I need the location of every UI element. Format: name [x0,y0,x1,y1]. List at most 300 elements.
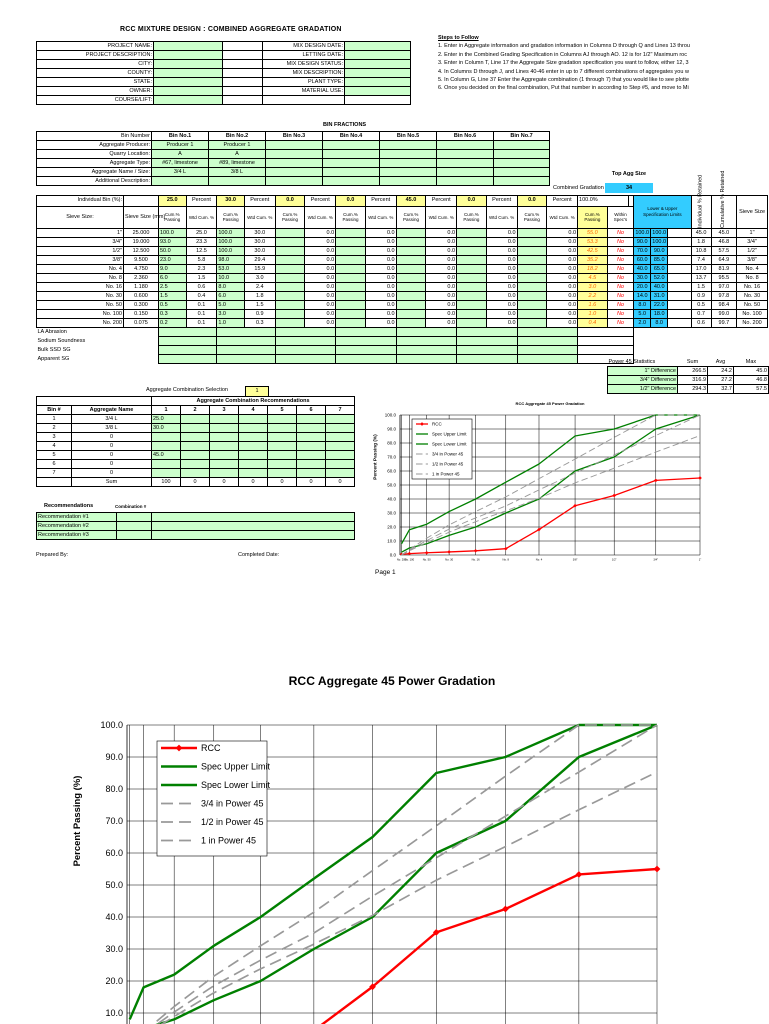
test-input[interactable] [158,337,216,346]
cum-passing-cell[interactable] [396,229,426,238]
recommendation-combo-input[interactable] [117,531,152,540]
bin-producer-cell[interactable] [323,141,380,150]
wtd-cum-cell: 0.0 [426,283,457,292]
combo-value-cell[interactable] [297,424,326,433]
combo-value-cell[interactable] [181,433,210,442]
cum-passing-cell[interactable] [396,310,426,319]
combo-value-cell[interactable] [181,424,210,433]
upper-limit-cell[interactable]: 100.0 [652,238,667,245]
cum-passing-cell[interactable]: 2.5 [158,283,186,292]
sieve-size-cell: No. 100 [37,310,124,319]
cum-passing-cell[interactable] [336,238,366,247]
combined-passing-cell: 53.3 [578,238,608,247]
combo-value-cell[interactable] [268,460,297,469]
bin-percent-value[interactable]: 0.0 [336,196,366,207]
bin-name-header: Bin No.3 [266,132,323,141]
combo-value-cell[interactable] [152,460,181,469]
sieve-size-right-cell: 3/8" [737,256,768,265]
project-field-input[interactable] [154,78,223,87]
cum-passing-cell[interactable] [275,319,305,328]
individual-retained-cell: 7.4 [691,256,711,265]
bin-percent-value[interactable]: 25.0 [158,196,186,207]
lower-limit-cell[interactable]: 14.0 [634,292,651,301]
cum-passing-cell[interactable]: 6.0 [217,292,245,301]
wtd-cum-cell: 0.1 [186,301,217,310]
combo-value-cell[interactable] [210,469,239,478]
x-tick-label: 1" [698,558,702,562]
bin-percent-value[interactable]: 0.0 [457,196,487,207]
combo-value-cell[interactable] [297,442,326,451]
mix-field-input[interactable] [345,60,411,69]
combo-value-cell[interactable] [239,469,268,478]
cum-passing-cell[interactable] [457,265,487,274]
cum-passing-cell[interactable] [336,301,366,310]
combined-passing-cell: 42.5 [578,247,608,256]
sieve-mm-cell: 0.300 [123,301,158,310]
test-input[interactable] [275,328,335,337]
combined-passing-cell: 3.0 [578,283,608,292]
combo-value-cell[interactable] [152,469,181,478]
bin-description-cell[interactable] [437,177,494,186]
cum-passing-header: Cum.% Passing [396,206,426,228]
combo-value-cell[interactable]: 25.0 [152,415,181,424]
bin-location-cell[interactable] [437,150,494,159]
recommendation-notes-input[interactable] [152,522,355,531]
cum-passing-cell[interactable]: 0.5 [158,301,186,310]
bin-location-cell[interactable] [323,150,380,159]
cum-passing-cell[interactable]: 5.0 [217,301,245,310]
combo-value-cell[interactable] [268,469,297,478]
cum-passing-cell[interactable] [275,265,305,274]
combo-value-cell[interactable] [326,442,355,451]
cum-passing-cell[interactable]: 98.0 [217,256,245,265]
recommendation-notes-input[interactable] [152,513,355,522]
within-spec-cell: No [607,274,634,283]
bin-description-cell[interactable] [380,177,437,186]
combo-value-cell[interactable] [239,424,268,433]
test-input[interactable] [396,355,456,364]
cum-passing-cell[interactable] [275,238,305,247]
test-input[interactable] [336,337,396,346]
project-field-input[interactable] [154,51,223,60]
cumulative-retained-cell: 95.5 [711,274,736,283]
upper-limit-cell[interactable]: 65.0 [651,265,668,274]
combo-value-cell[interactable] [239,451,268,460]
combo-value-cell[interactable] [239,415,268,424]
combo-value-cell[interactable] [152,442,181,451]
bin-location-cell[interactable]: A [152,150,209,159]
wtd-cum-cell: 15.9 [244,265,275,274]
cum-passing-cell[interactable]: 9.0 [158,265,186,274]
bin-type-cell[interactable] [437,159,494,168]
individual-retained-cell: 45.0 [691,229,711,238]
mix-field-input[interactable] [345,51,411,60]
cum-passing-cell[interactable] [336,310,366,319]
combo-value-cell[interactable] [297,433,326,442]
test-input[interactable] [396,328,456,337]
cum-passing-cell[interactable] [396,283,426,292]
cum-passing-cell[interactable] [457,283,487,292]
wtd-cum-cell: 0.0 [486,256,517,265]
combo-value-cell[interactable]: 30.0 [152,424,181,433]
bin-type-cell[interactable] [323,159,380,168]
cum-passing-cell[interactable]: 3.0 [217,310,245,319]
mix-field-input[interactable] [345,78,411,87]
cum-passing-cell[interactable]: 0.3 [158,310,186,319]
cum-passing-cell[interactable] [275,283,305,292]
bin-location-cell[interactable] [494,150,550,159]
cum-passing-cell[interactable] [396,265,426,274]
combo-value-cell[interactable] [268,415,297,424]
combo-value-cell[interactable] [268,451,297,460]
cum-passing-cell[interactable]: 93.0 [158,238,186,247]
recommendation-combo-input[interactable] [117,522,152,531]
wtd-cum-cell: 0.0 [365,319,396,328]
cum-passing-cell[interactable] [336,229,366,238]
combo-number-header: 7 [326,406,355,415]
test-input[interactable] [457,346,517,355]
cum-passing-cell[interactable]: 10.0 [217,274,245,283]
cum-passing-cell[interactable] [517,283,547,292]
combined-passing-cell: 0.4 [578,319,608,328]
cum-passing-cell[interactable] [517,247,547,256]
combo-value-cell[interactable] [210,433,239,442]
mix-field-label: LETTING DATE: [263,51,345,60]
combo-value-cell[interactable] [268,424,297,433]
bin-size-cell[interactable] [437,168,494,177]
lower-limit-cell[interactable]: 60.0 [634,256,651,265]
bin-description-cell[interactable] [152,177,209,186]
power45-cell: 27.2 [708,376,734,385]
cum-passing-cell[interactable] [396,247,426,256]
lower-limit-cell[interactable]: 2.0 [634,319,651,328]
upper-limit-cell[interactable]: 22.0 [651,301,668,310]
combo-value-cell[interactable] [326,424,355,433]
wtd-cum-cell: 0.0 [547,274,578,283]
test-input[interactable] [275,337,335,346]
cum-passing-cell[interactable] [517,301,547,310]
lower-limit-cell[interactable]: 30.0 [634,274,651,283]
project-field-input[interactable] [154,69,223,78]
recommendation-combo-input[interactable] [117,513,152,522]
test-input[interactable] [217,328,275,337]
combo-value-cell[interactable] [181,415,210,424]
mix-field-input[interactable] [345,87,411,96]
combo-value-cell[interactable] [239,442,268,451]
y-tick-label: 40.0 [387,496,396,502]
bin-percent-value[interactable]: 30.0 [217,196,245,207]
test-input[interactable] [217,346,275,355]
power45-cell: 1" Difference [608,367,678,376]
cum-passing-cell[interactable] [275,301,305,310]
combo-value-cell[interactable] [181,442,210,451]
cum-passing-cell[interactable] [275,310,305,319]
project-field-label: COUNTY: [37,69,154,78]
project-row [37,60,411,69]
bin-producer-cell[interactable] [494,141,550,150]
cum-passing-cell[interactable]: 50.0 [158,247,186,256]
test-input[interactable] [517,346,577,355]
bin-size-cell[interactable] [380,168,437,177]
project-field-input[interactable] [154,60,223,69]
recommendation-notes-input[interactable] [152,531,355,540]
cum-passing-cell[interactable]: 8.0 [217,283,245,292]
bin-type-cell[interactable] [494,159,550,168]
bin-producer-cell[interactable]: Producer 1 [209,141,266,150]
power45-stats-table [607,358,769,394]
cum-passing-cell[interactable] [457,274,487,283]
wtd-cum-cell: 0.0 [365,256,396,265]
combo-value-cell[interactable] [297,469,326,478]
within-spec-cell: No [607,247,634,256]
cum-passing-cell[interactable] [336,283,366,292]
upper-limit-cell[interactable]: 18.0 [651,310,668,319]
combo-row [37,460,355,469]
cum-passing-cell[interactable]: 23.0 [158,256,186,265]
within-spec-cell: No [607,265,634,274]
combo-value-cell[interactable] [210,451,239,460]
cum-passing-cell[interactable] [336,274,366,283]
cum-passing-cell[interactable] [336,319,366,328]
cum-passing-cell[interactable] [457,229,487,238]
recommendation-label: Recommendation #1 [37,513,117,522]
cum-passing-cell[interactable] [457,310,487,319]
bin-description-cell[interactable] [323,177,380,186]
wtd-cum-cell: 0.0 [486,301,517,310]
test-input[interactable] [158,346,216,355]
cum-passing-cell[interactable] [517,256,547,265]
bin-name-header: Bin No.7 [494,132,550,141]
lower-limit-cell[interactable]: 8.0 [634,301,651,310]
cum-passing-cell[interactable] [457,301,487,310]
individual-retained-cell: 10.8 [691,247,711,256]
test-input[interactable] [336,346,396,355]
bin-size-cell[interactable] [323,168,380,177]
upper-limit-cell[interactable]: 52.0 [651,274,668,283]
combo-value-cell[interactable] [268,442,297,451]
combo-value-cell[interactable] [326,460,355,469]
combo-value-cell[interactable]: 45.0 [152,451,181,460]
bin-location-cell[interactable]: A [209,150,266,159]
test-input[interactable] [217,355,275,364]
cum-passing-cell[interactable] [517,274,547,283]
combo-value-cell[interactable] [326,415,355,424]
bin-size-cell[interactable] [266,168,323,177]
cum-passing-cell[interactable] [336,265,366,274]
bin-percent-value[interactable]: 0.0 [275,196,305,207]
cum-passing-cell[interactable] [336,292,366,301]
combined-passing-cell: 18.2 [578,265,608,274]
test-input[interactable] [396,346,456,355]
combo-value-cell[interactable] [210,460,239,469]
bin-producer-cell[interactable] [380,141,437,150]
combo-value-cell[interactable] [326,433,355,442]
cum-passing-cell[interactable]: 100.0 [217,238,245,247]
bin-size-cell[interactable]: 3/4 L [152,168,209,177]
bin-producer-cell[interactable] [437,141,494,150]
cum-passing-cell[interactable] [396,256,426,265]
y-tick-label: 100.0 [100,720,123,731]
cum-passing-cell[interactable] [275,229,305,238]
cum-passing-cell[interactable] [396,238,426,247]
cum-passing-cell[interactable] [396,274,426,283]
within-spec-cell: No [607,283,634,292]
upper-limit-cell[interactable]: 31.0 [651,292,668,301]
test-input[interactable] [517,337,577,346]
wtd-cum-cell: 0.1 [186,319,217,328]
spacer-cell [668,247,691,256]
cum-passing-cell[interactable]: 6.0 [158,274,186,283]
test-input[interactable] [457,355,517,364]
cum-passing-cell[interactable] [457,256,487,265]
lower-limit-cell[interactable]: 40.0 [634,265,651,274]
cum-passing-cell[interactable] [396,319,426,328]
cum-passing-cell[interactable] [517,265,547,274]
percent-label: Percent [186,196,217,207]
test-input[interactable] [158,355,216,364]
bin-description-cell[interactable] [266,177,323,186]
individual-bin-label: Individual Bin (%): [37,196,124,207]
test-input[interactable] [275,346,335,355]
bin-description-cell[interactable] [494,177,550,186]
mix-field-input[interactable] [345,42,411,51]
lower-limit-cell[interactable]: 5.0 [634,310,651,319]
upper-limit-cell[interactable]: 100.0 [652,229,667,236]
lower-limit-cell[interactable]: 100.0 [635,229,650,236]
test-input[interactable] [336,328,396,337]
mix-field-input[interactable] [345,69,411,78]
wtd-cum-cell: 0.3 [244,319,275,328]
bin-type-cell[interactable] [266,159,323,168]
combo-value-cell[interactable] [268,433,297,442]
combo-sum-cell: 0 [239,478,268,487]
cum-passing-cell[interactable] [275,274,305,283]
cum-passing-cell[interactable] [275,256,305,265]
bin-producer-cell[interactable] [266,141,323,150]
combo-value-cell[interactable] [181,469,210,478]
test-input[interactable] [336,355,396,364]
cum-passing-cell[interactable]: 53.0 [217,265,245,274]
bin-description-cell[interactable] [209,177,266,186]
cum-passing-cell[interactable] [336,256,366,265]
bin-type-cell[interactable]: #67, limestone [152,159,209,168]
cum-passing-cell[interactable] [457,292,487,301]
cum-passing-cell[interactable]: 100.0 [217,247,245,256]
combo-bin-cell: 7 [37,469,72,478]
cum-passing-cell[interactable]: 100.0 [158,229,186,238]
project-field-input[interactable] [154,42,223,51]
cum-passing-cell[interactable] [275,247,305,256]
combo-value-cell[interactable] [297,460,326,469]
combo-value-cell[interactable] [297,451,326,460]
test-input[interactable] [517,355,577,364]
cum-passing-cell[interactable]: 100.0 [217,229,245,238]
project-field-input[interactable] [154,87,223,96]
combo-value-cell[interactable] [239,460,268,469]
lower-limit-cell[interactable]: 90.0 [634,238,651,247]
combo-value-cell[interactable] [239,433,268,442]
cum-passing-cell[interactable] [517,310,547,319]
combo-value-cell[interactable] [181,460,210,469]
bin-percent-value[interactable]: 45.0 [396,196,426,207]
cum-passing-cell[interactable] [517,229,547,238]
x-tick-label: No. 8 [502,558,509,562]
power45-header: Avg [715,358,726,365]
lower-limit-cell[interactable]: 20.0 [634,283,651,292]
prepared-by-label: Prepared By: [36,552,69,558]
combo-value-cell[interactable] [297,415,326,424]
bin-percent-value[interactable]: 0.0 [517,196,547,207]
upper-limit-cell[interactable]: 90.0 [651,247,668,256]
bin-row-label: Aggregate Producer: [37,141,152,150]
bin-type-cell[interactable]: #89, limestone [209,159,266,168]
bin-row-label: Bin Number [37,132,152,141]
test-input[interactable] [396,337,456,346]
wtd-cum-cell: 0.0 [486,292,517,301]
combo-value-cell[interactable] [326,451,355,460]
combo-value-cell[interactable] [210,415,239,424]
bin-type-cell[interactable] [380,159,437,168]
cum-passing-cell[interactable] [275,292,305,301]
lower-limit-cell[interactable]: 70.0 [634,247,651,256]
top-agg-size-value[interactable]: 34 [605,183,653,193]
combo-value-cell[interactable] [152,433,181,442]
y-tick-label: 80.0 [387,440,396,446]
combo-value-cell[interactable] [210,424,239,433]
cum-passing-cell[interactable] [457,247,487,256]
cum-passing-cell[interactable]: 0.2 [158,319,186,328]
combo-value-cell[interactable] [181,451,210,460]
wtd-cum-cell: 0.0 [426,310,457,319]
cum-passing-cell[interactable] [517,238,547,247]
bin-producer-cell[interactable]: Producer 1 [152,141,209,150]
percent-label: Percent [244,196,275,207]
cumulative-retained-cell: 46.8 [711,238,736,247]
cum-passing-cell[interactable] [457,319,487,328]
upper-limit-cell[interactable]: 85.0 [651,256,668,265]
wtd-cum-cell: 0.0 [547,292,578,301]
cum-passing-cell[interactable] [517,319,547,328]
cum-passing-cell[interactable] [396,301,426,310]
combo-selection-value[interactable]: 1 [245,386,269,397]
upper-limit-cell[interactable]: 8.0 [651,319,668,328]
sieve-size-header: Sieve Size: [37,206,124,228]
cum-passing-cell[interactable] [517,292,547,301]
cum-passing-cell[interactable] [396,292,426,301]
bin-location-cell[interactable] [380,150,437,159]
combo-sum-cell: 100 [152,478,181,487]
combo-value-cell[interactable] [210,442,239,451]
test-input[interactable] [217,337,275,346]
spacer-cell [223,96,263,105]
bin-location-cell[interactable] [266,150,323,159]
test-input[interactable] [517,328,577,337]
test-input[interactable] [457,328,517,337]
cum-passing-cell[interactable]: 1.0 [217,319,245,328]
bin-size-cell[interactable]: 3/8 L [209,168,266,177]
upper-limit-cell[interactable]: 40.0 [651,283,668,292]
project-field-input[interactable] [154,96,223,105]
bin-size-cell[interactable] [494,168,550,177]
test-input[interactable] [158,328,216,337]
mix-field-label: MATERIAL USE: [263,87,345,96]
cum-passing-cell[interactable] [336,247,366,256]
test-input[interactable] [275,355,335,364]
test-input[interactable] [457,337,517,346]
combo-value-cell[interactable] [326,469,355,478]
cum-passing-cell[interactable]: 1.5 [158,292,186,301]
cum-passing-cell[interactable] [457,238,487,247]
